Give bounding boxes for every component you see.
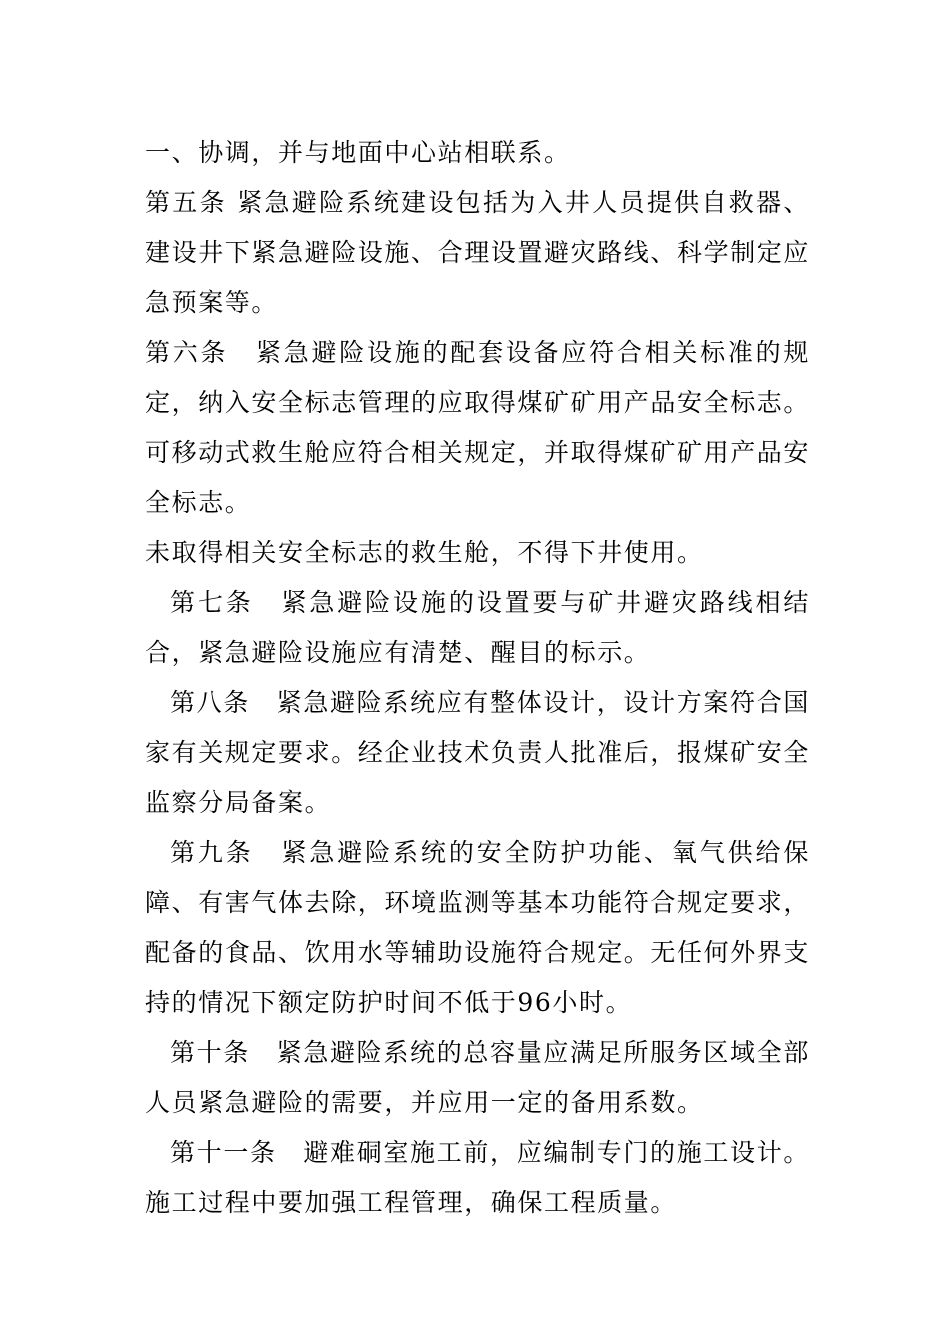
paragraph-clause-11: 第十一条 避难硐室施工前，应编制专门的施工设计。施工过程中要加强工程管理，确保工程质量。: [145, 1138, 810, 1217]
paragraph-clause-6: 第六条 紧急避险设施的配套设备应符合相关标准的规定，纳入安全标志管理的应取得煤矿矿用产品安全标志。可移动式救生舱应符合相关规定，并取得煤矿矿用产品安全标志。: [145, 338, 811, 517]
paragraph-clause-4-end: 一、协调，并与地面中心站相联系。: [145, 138, 571, 167]
paragraph-clause-10: 第十条 紧急避险系统的总容量应满足所服务区域全部人员紧急避险的需要，并应用一定的备用系数。: [145, 1038, 810, 1117]
document-body: [145, 128, 810, 1228]
paragraph-clause-9: 第九条 紧急避险系统的安全防护功能、氧气供给保障、有害气体去除，环境监测等基本功能符合规定要求，配备的食品、饮用水等辅助设施符合规定。无任何外界支持的情况下额定防护时间不低于96小时。: [145, 838, 811, 1017]
paragraph-clause-7: 第七条 紧急避险设施的设置要与矿井避灾路线相结合，紧急避险设施应有清楚、醒目的标示。: [145, 588, 810, 667]
paragraph-clause-5: 第五条 紧急避险系统建设包括为入井人员提供自救器、建设井下紧急避险设施、合理设置避灾路线、科学制定应急预案等。: [145, 188, 811, 317]
paragraph-clause-8: 第八条 紧急避险系统应有整体设计，设计方案符合国家有关规定要求。经企业技术负责人批准后，报煤矿安全监察分局备案。: [145, 688, 811, 817]
paragraph-clause-6-note: 未取得相关安全标志的救生舱，不得下井使用。: [145, 538, 704, 567]
